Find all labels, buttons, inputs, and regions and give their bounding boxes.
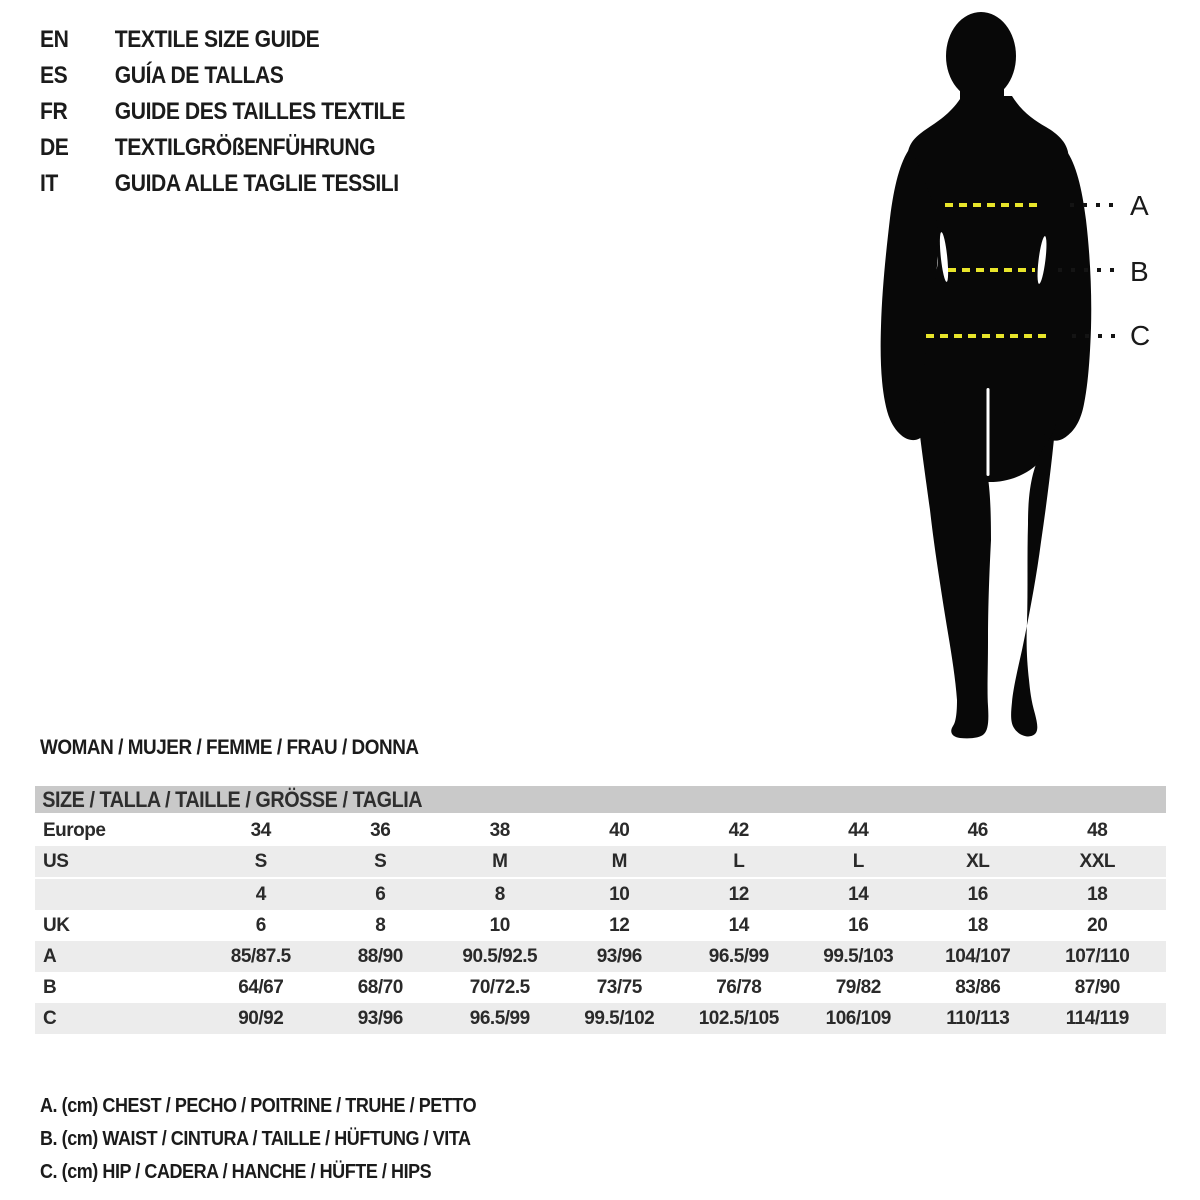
- table-cell: 99.5/102: [584, 1007, 655, 1029]
- table-cell: 44: [848, 819, 869, 841]
- table-cell: 20: [1087, 914, 1108, 936]
- table-cell: 10: [489, 914, 510, 936]
- row-label: B: [43, 976, 57, 998]
- table-cell: 93/96: [596, 945, 642, 967]
- table-cell: 38: [489, 819, 510, 841]
- table-cell: 46: [967, 819, 988, 841]
- table-cell: 48: [1087, 819, 1108, 841]
- table-cell: 18: [1087, 883, 1108, 905]
- table-cell: 14: [728, 914, 749, 936]
- woman-silhouette: [881, 12, 1092, 738]
- table-cell: XL: [966, 850, 990, 872]
- table-cell: 79/82: [835, 976, 881, 998]
- table-cell: 8: [494, 883, 505, 905]
- language-title: GUÍA DE TALLAS: [114, 62, 284, 89]
- legend-line-chest: A. (cm) CHEST / PECHO / POITRINE / TRUHE / PETTO: [40, 1095, 477, 1117]
- size-table-header-label: SIZE / TALLA / TAILLE / GRÖSSE / TAGLIA: [42, 786, 423, 812]
- row-label: UK: [43, 914, 70, 936]
- language-title-block: [40, 22, 405, 202]
- woman-silhouette-figure: [855, 0, 1175, 748]
- size-table-header: [35, 786, 1166, 813]
- table-cell: 93/96: [357, 1007, 403, 1029]
- table-cell: S: [374, 850, 387, 872]
- table-cell: 42: [728, 819, 749, 841]
- language-code: DE: [40, 134, 69, 161]
- table-cell: 99.5/103: [823, 945, 894, 967]
- table-cell: M: [492, 850, 508, 872]
- table-cell: 73/75: [596, 976, 642, 998]
- language-code: EN: [40, 26, 69, 53]
- table-cell: L: [733, 850, 745, 872]
- table-cell: 10: [609, 883, 630, 905]
- table-cell: 18: [967, 914, 988, 936]
- language-title: TEXTILE SIZE GUIDE: [114, 26, 320, 53]
- table-cell: 34: [250, 819, 271, 841]
- table-cell: XXL: [1079, 850, 1115, 872]
- table-cell: 83/86: [955, 976, 1001, 998]
- legend-line-hip: C. (cm) HIP / CADERA / HANCHE / HÜFTE / HIPS: [40, 1161, 432, 1183]
- inter-thigh-gap: [987, 388, 990, 476]
- table-row-chest-a: [35, 941, 1166, 972]
- table-row-hip-c: [35, 1003, 1166, 1034]
- table-cell: 70/72.5: [469, 976, 530, 998]
- language-title: GUIDA ALLE TAGLIE TESSILI: [114, 170, 399, 197]
- table-row-us: [35, 846, 1166, 879]
- table-cell: 8: [375, 914, 386, 936]
- measurement-legend: [40, 1090, 476, 1189]
- table-cell: 114/119: [1065, 1007, 1129, 1029]
- table-cell: 64/67: [238, 976, 284, 998]
- language-title: GUIDE DES TAILLES TEXTILE: [114, 98, 405, 125]
- table-cell: 106/109: [825, 1007, 891, 1029]
- marker-label-a: A: [1130, 190, 1149, 221]
- table-cell: 14: [848, 883, 869, 905]
- legend-line-waist: B. (cm) WAIST / CINTURA / TAILLE / HÜFTUNG / VITA: [40, 1128, 471, 1150]
- language-row: [40, 166, 405, 202]
- language-code: IT: [40, 170, 58, 197]
- table-row-uk: [35, 910, 1166, 941]
- marker-labels: [1130, 190, 1150, 351]
- table-cell: 87/90: [1074, 976, 1120, 998]
- language-code: ES: [40, 62, 68, 89]
- row-label: A: [43, 945, 57, 967]
- marker-label-b: B: [1130, 256, 1149, 287]
- table-cell: 68/70: [357, 976, 403, 998]
- language-row: [40, 94, 405, 130]
- table-cell: 90/92: [238, 1007, 284, 1029]
- language-row: [40, 58, 405, 94]
- table-row-waist-b: [35, 972, 1166, 1003]
- table-cell: 110/113: [946, 1007, 1010, 1029]
- table-cell: 104/107: [945, 945, 1011, 967]
- language-code: FR: [40, 98, 68, 125]
- size-table: [35, 786, 1166, 1034]
- table-cell: 96.5/99: [469, 1007, 530, 1029]
- table-cell: 6: [375, 883, 386, 905]
- row-label: C: [43, 1007, 57, 1029]
- table-cell: 90.5/92.5: [462, 945, 538, 967]
- table-cell: S: [254, 850, 267, 872]
- table-cell: 76/78: [716, 976, 762, 998]
- language-row: [40, 130, 405, 166]
- table-cell: 6: [255, 914, 266, 936]
- table-cell: 12: [728, 883, 749, 905]
- table-row-europe: [35, 815, 1166, 846]
- table-cell: 16: [848, 914, 869, 936]
- table-cell: 40: [609, 819, 630, 841]
- table-cell: 16: [967, 883, 988, 905]
- silhouette-svg: [855, 0, 1175, 748]
- table-cell: L: [852, 850, 864, 872]
- table-cell: 102.5/105: [698, 1007, 779, 1029]
- row-label: Europe: [43, 819, 106, 841]
- table-cell: 107/110: [1065, 945, 1130, 967]
- table-cell: 88/90: [357, 945, 403, 967]
- section-title: WOMAN / MUJER / FEMME / FRAU / DONNA: [40, 736, 419, 759]
- language-row: [40, 22, 405, 58]
- table-cell: M: [611, 850, 627, 872]
- table-cell: 36: [370, 819, 391, 841]
- table-cell: 96.5/99: [708, 945, 769, 967]
- marker-label-c: C: [1130, 320, 1151, 351]
- language-title: TEXTILGRÖßENFÜHRUNG: [114, 134, 376, 161]
- table-cell: 85/87.5: [230, 945, 291, 967]
- table-row-us-numeric: [35, 879, 1166, 910]
- table-cell: 12: [609, 914, 630, 936]
- row-label: US: [43, 850, 69, 872]
- table-cell: 4: [255, 883, 266, 905]
